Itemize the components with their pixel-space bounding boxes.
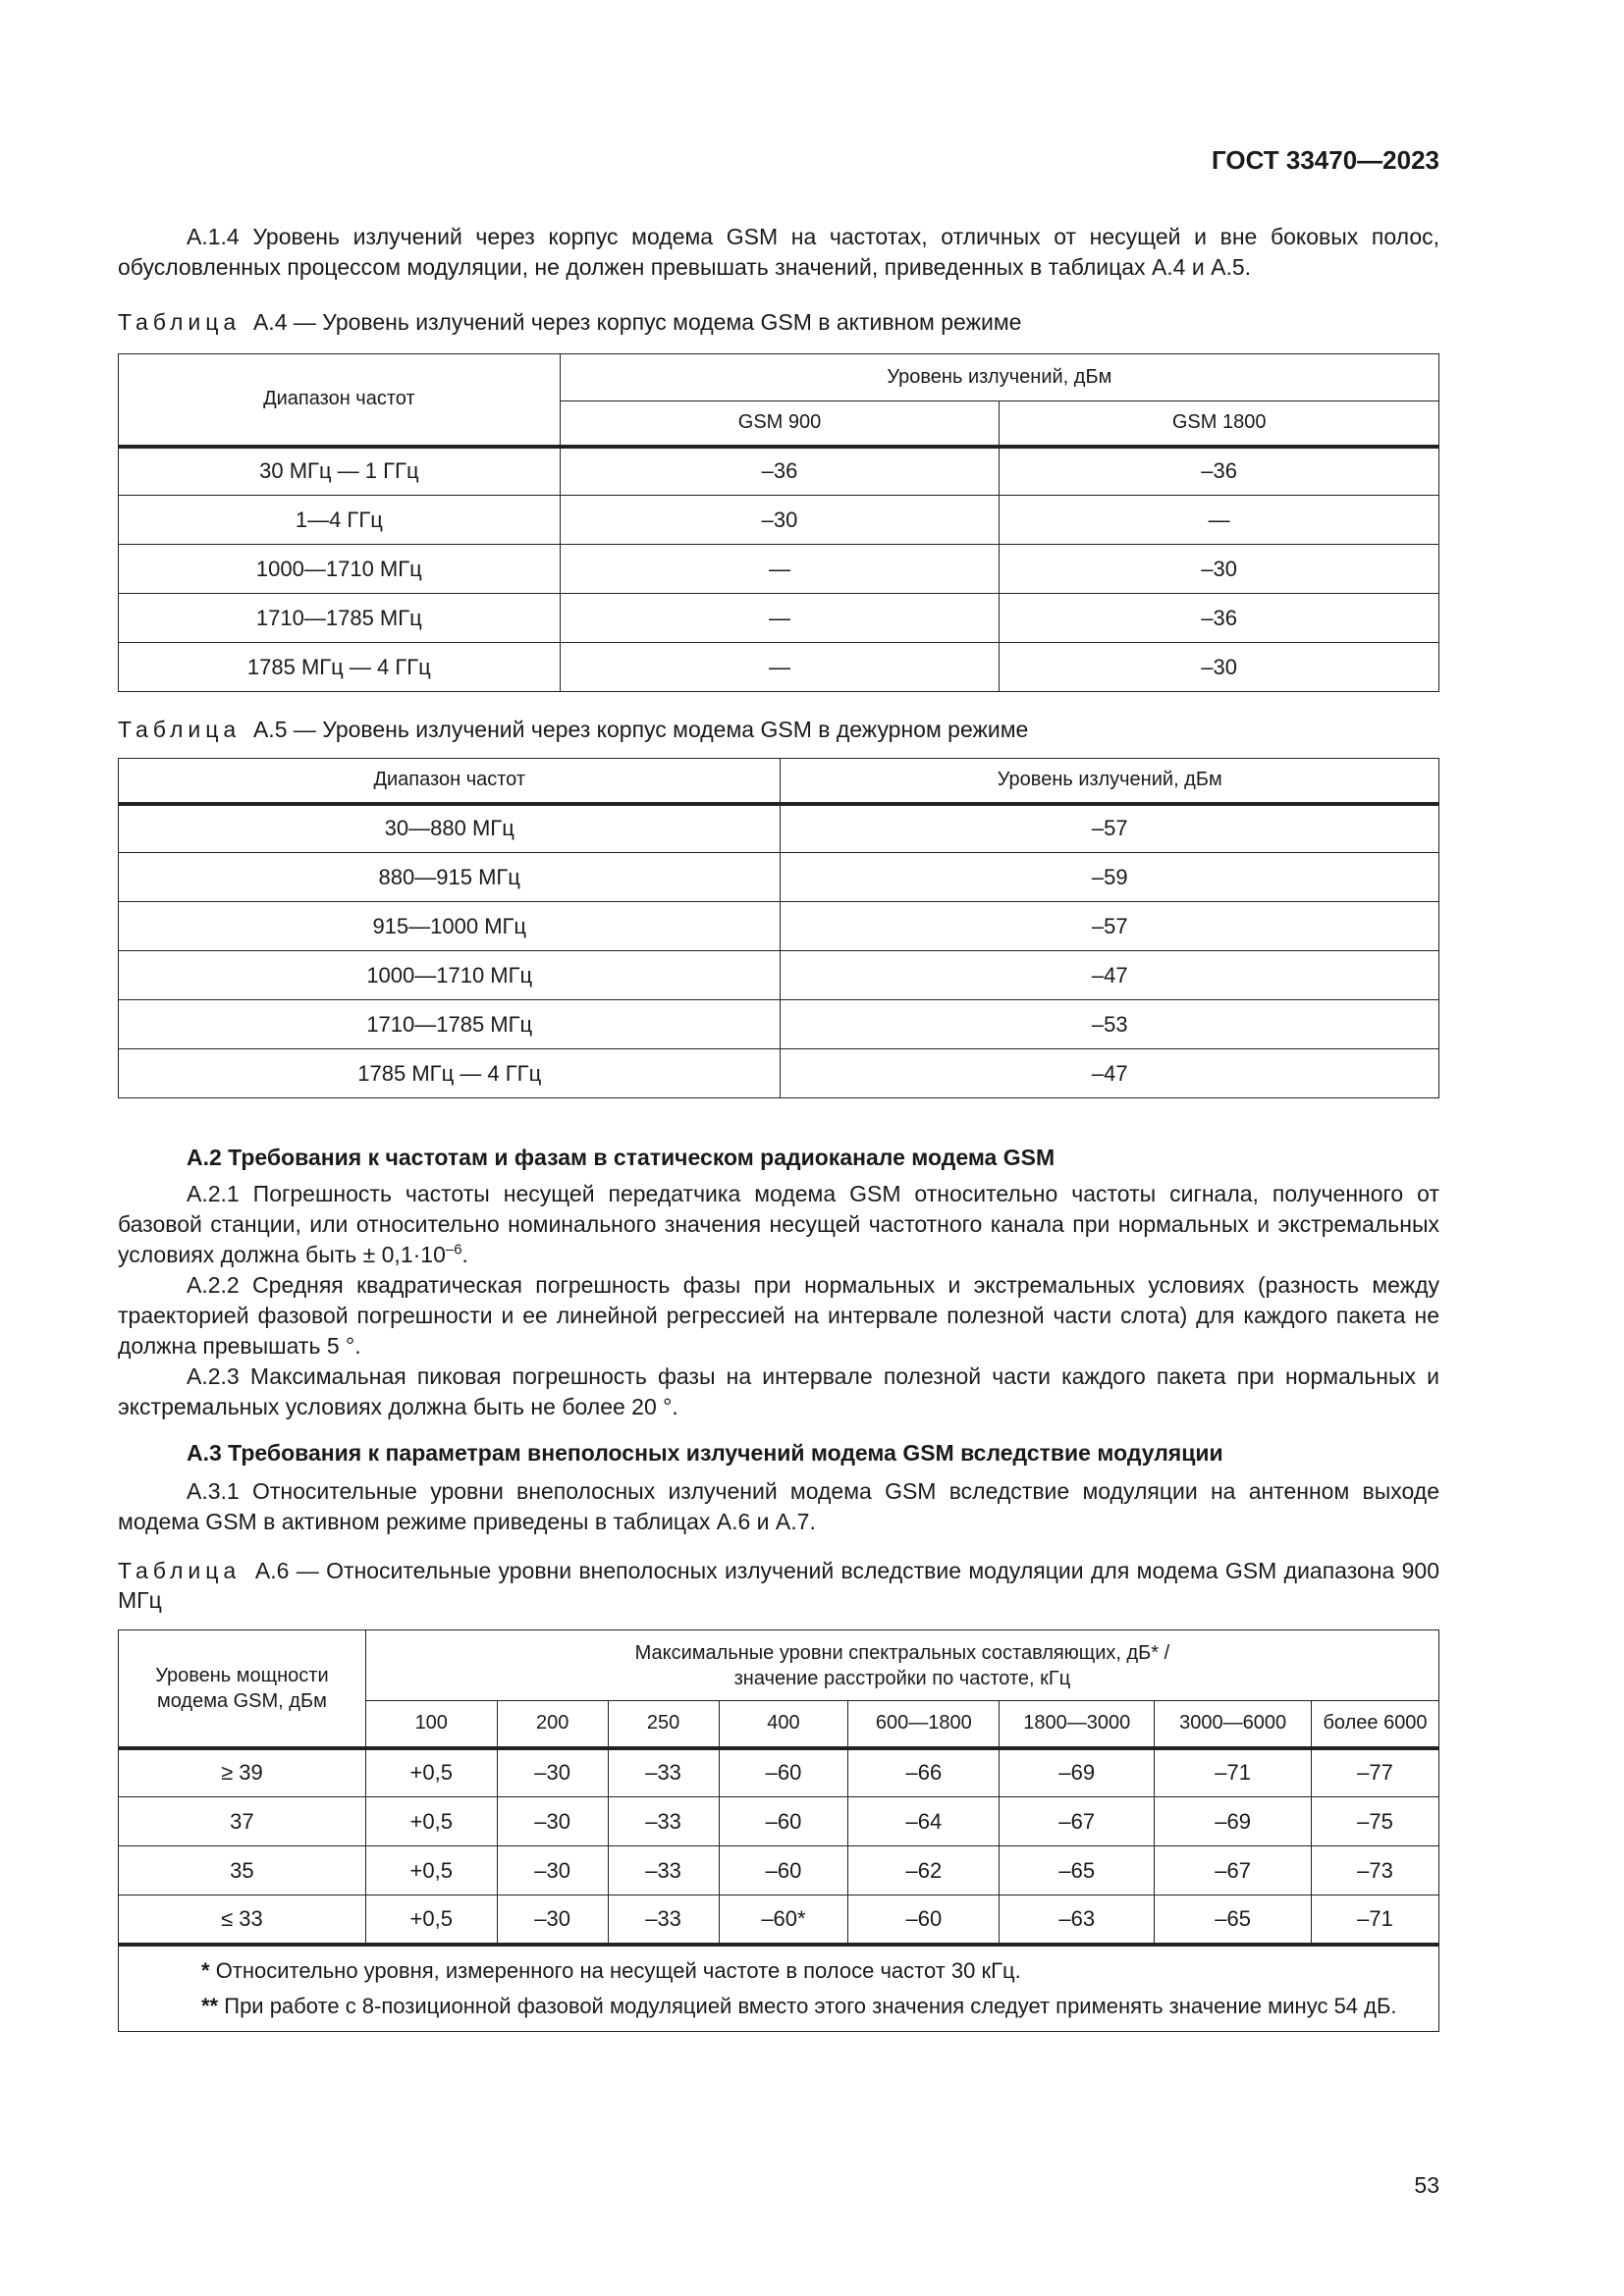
cell-value: –67 xyxy=(1000,1797,1155,1846)
cell-level: –53 xyxy=(781,1000,1439,1049)
cell-value: –33 xyxy=(608,1846,719,1896)
cell-level: –57 xyxy=(781,804,1439,853)
cell-value: –66 xyxy=(848,1748,1000,1797)
table-row xyxy=(119,951,1439,1000)
header-offset: 1800—3000 xyxy=(1000,1701,1155,1748)
cell-range: 915—1000 МГц xyxy=(119,902,781,951)
cell-value: –33 xyxy=(608,1748,719,1797)
paragraph-a21-text: А.2.1 Погрешность частоты несущей передатчика модема GSM относительно частоты сигнала, полученного от базовой станции, или относительно номинального значения несущей частотного канала при нормальных и экстремальных условиях должна быть ± 0,1·10 xyxy=(118,1181,1439,1267)
cell-value: –33 xyxy=(608,1896,719,1945)
header-offset: 100 xyxy=(365,1701,497,1748)
paragraph-a23: А.2.3 Максимальная пиковая погрешность фазы на интервале полезной части каждого пакета при нормальных и экстремальных условиях должна быть не более 20 °. xyxy=(118,1363,1439,1419)
note-2 xyxy=(133,1992,1425,2021)
paragraph-a14 xyxy=(118,222,1439,283)
cell-gsm1800: –30 xyxy=(1000,643,1439,692)
cell-gsm900: — xyxy=(560,594,1000,643)
table-a5-header-range: Диапазон частот xyxy=(119,759,781,804)
header-max-line2: значение расстройки по частоте, кГц xyxy=(733,1667,1071,1689)
document-code: ГОСТ 33470—2023 xyxy=(1212,145,1439,175)
cell-gsm1800: –36 xyxy=(1000,447,1439,496)
note-1-mark: * xyxy=(201,1957,210,1983)
cell-value: –60 xyxy=(719,1797,848,1846)
cell-gsm1800: — xyxy=(1000,496,1439,545)
cell-range: 880—915 МГц xyxy=(119,853,781,902)
period: . xyxy=(461,1242,468,1267)
caption-label: Таблица xyxy=(118,717,242,742)
cell-value: –30 xyxy=(497,1846,608,1896)
table-a4 xyxy=(118,353,1439,692)
table-row xyxy=(119,643,1439,692)
cell-range: 30 МГц — 1 ГГц xyxy=(119,447,561,496)
table-a6-caption xyxy=(118,1556,1439,1615)
cell-gsm1800: –30 xyxy=(1000,545,1439,594)
document-page xyxy=(118,0,1439,2296)
table-row xyxy=(119,447,1439,496)
table-a6 xyxy=(118,1629,1439,2032)
cell-level: –47 xyxy=(781,951,1439,1000)
cell-range: 1000—1710 МГц xyxy=(119,545,561,594)
section-a2 xyxy=(118,1143,1439,1422)
table-a4-caption xyxy=(118,307,1439,337)
cell-value: –69 xyxy=(1000,1748,1155,1797)
cell-power: 35 xyxy=(119,1846,366,1896)
header-offset: 3000—6000 xyxy=(1155,1701,1312,1748)
table-a5-header-level: Уровень излучений, дБм xyxy=(781,759,1439,804)
note-1 xyxy=(133,1956,1425,1986)
cell-value: –60 xyxy=(719,1846,848,1896)
cell-power: 37 xyxy=(119,1797,366,1846)
cell-gsm900: — xyxy=(560,545,1000,594)
table-a6-header-power: Уровень мощности модема GSM, дБм xyxy=(119,1630,366,1748)
note-1-text: Относительно уровня, измеренного на несущей частоте в полосе частот 30 кГц. xyxy=(215,1957,1021,1983)
cell-value: –62 xyxy=(848,1846,1000,1896)
caption-text: А.5 — Уровень излучений через корпус модема GSM в дежурном режиме xyxy=(252,717,1029,742)
table-row xyxy=(119,853,1439,902)
cell-range: 1710—1785 МГц xyxy=(119,1000,781,1049)
table-a5 xyxy=(118,758,1439,1098)
table-row xyxy=(119,1846,1439,1896)
cell-value: –60 xyxy=(848,1896,1000,1945)
exponent: –6 xyxy=(445,1241,462,1258)
cell-value: –33 xyxy=(608,1797,719,1846)
table-a6-header-max xyxy=(365,1630,1438,1701)
table-row xyxy=(119,902,1439,951)
cell-value: –71 xyxy=(1312,1896,1439,1945)
cell-level: –47 xyxy=(781,1049,1439,1098)
table-row xyxy=(119,1748,1439,1797)
cell-value: +0,5 xyxy=(365,1797,497,1846)
cell-range: 1—4 ГГц xyxy=(119,496,561,545)
table-a5-caption xyxy=(118,715,1439,744)
cell-value: –73 xyxy=(1312,1846,1439,1896)
section-a3-heading: А.3 Требования к параметрам внеполосных излучений модема GSM вследствие модуляции xyxy=(187,1440,1223,1466)
cell-value: –60* xyxy=(719,1896,848,1945)
cell-value: –75 xyxy=(1312,1797,1439,1846)
cell-value: –64 xyxy=(848,1797,1000,1846)
cell-range: 1785 МГц — 4 ГГц xyxy=(119,643,561,692)
cell-power: ≤ 33 xyxy=(119,1896,366,1945)
header-offset: более 6000 xyxy=(1312,1701,1439,1748)
caption-label: Таблица xyxy=(118,1558,242,1583)
cell-range: 1710—1785 МГц xyxy=(119,594,561,643)
table-row xyxy=(119,1049,1439,1098)
table-a4-header-range: Диапазон частот xyxy=(119,354,561,447)
table-row xyxy=(119,496,1439,545)
note-2-text: При работе с 8-позиционной фазовой модуляцией вместо этого значения следует применять значение минус 54 дБ. xyxy=(224,1993,1397,2018)
cell-value: +0,5 xyxy=(365,1748,497,1797)
cell-range: 1000—1710 МГц xyxy=(119,951,781,1000)
section-a3 xyxy=(118,1438,1439,1537)
cell-gsm900: — xyxy=(560,643,1000,692)
header-offset: 400 xyxy=(719,1701,848,1748)
table-a4-header-gsm900: GSM 900 xyxy=(560,401,1000,447)
paragraph-a21 xyxy=(118,1179,1439,1270)
cell-gsm900: –30 xyxy=(560,496,1000,545)
cell-value: –65 xyxy=(1000,1846,1155,1896)
cell-value: –60 xyxy=(719,1748,848,1797)
paragraph-a22: А.2.2 Средняя квадратическая погрешность фазы при нормальных и экстремальных условиях (разность между траекторией фазовой погрешности и ее линейной регрессией на интервале полезной части слота) для каждого пакета не должна превышать 5 °. xyxy=(118,1272,1439,1359)
table-row xyxy=(119,804,1439,853)
table-a4-header-gsm1800: GSM 1800 xyxy=(1000,401,1439,447)
caption-label: Таблица xyxy=(118,309,242,335)
cell-value: –67 xyxy=(1155,1846,1312,1896)
cell-gsm900: –36 xyxy=(560,447,1000,496)
paragraph-a14-text: А.1.4 Уровень излучений через корпус модема GSM на частотах, отличных от несущей и вне боковых полос, обусловленных процессом модуляции, не должен превышать значений, приведенных в таблицах А.4 и А.5. xyxy=(118,224,1439,280)
cell-value: –30 xyxy=(497,1797,608,1846)
cell-range: 30—880 МГц xyxy=(119,804,781,853)
table-row xyxy=(119,1896,1439,1945)
cell-value: –71 xyxy=(1155,1748,1312,1797)
table-a6-notes xyxy=(119,1945,1439,2032)
cell-value: –30 xyxy=(497,1896,608,1945)
page-number: 53 xyxy=(1414,2172,1439,2198)
cell-value: +0,5 xyxy=(365,1846,497,1896)
table-row xyxy=(119,594,1439,643)
cell-level: –59 xyxy=(781,853,1439,902)
cell-value: –77 xyxy=(1312,1748,1439,1797)
cell-value: –30 xyxy=(497,1748,608,1797)
cell-gsm1800: –36 xyxy=(1000,594,1439,643)
header-offset: 250 xyxy=(608,1701,719,1748)
section-a2-heading: А.2 Требования к частотам и фазам в статическом радиоканале модема GSM xyxy=(187,1145,1056,1170)
caption-text: А.6 — Относительные уровни внеполосных излучений вследствие модуляции для модема GSM диапазона 900 МГц xyxy=(118,1558,1439,1613)
header-offset: 200 xyxy=(497,1701,608,1748)
note-2-mark: ** xyxy=(201,1993,219,2018)
cell-level: –57 xyxy=(781,902,1439,951)
cell-range: 1785 МГц — 4 ГГц xyxy=(119,1049,781,1098)
cell-power: ≥ 39 xyxy=(119,1748,366,1797)
table-row xyxy=(119,1797,1439,1846)
table-a4-header-level: Уровень излучений, дБм xyxy=(560,354,1438,401)
cell-value: –69 xyxy=(1155,1797,1312,1846)
cell-value: –63 xyxy=(1000,1896,1155,1945)
paragraph-a31: А.3.1 Относительные уровни внеполосных излучений модема GSM вследствие модуляции на антенном выходе модема GSM в активном режиме приведены в таблицах А.6 и А.7. xyxy=(118,1478,1439,1534)
table-row xyxy=(119,1000,1439,1049)
header-offset: 600—1800 xyxy=(848,1701,1000,1748)
caption-text: А.4 — Уровень излучений через корпус модема GSM в активном режиме xyxy=(252,309,1022,335)
table-row xyxy=(119,545,1439,594)
cell-value: +0,5 xyxy=(365,1896,497,1945)
header-max-line1: Максимальные уровни спектральных составляющих, дБ* / xyxy=(634,1641,1170,1664)
cell-value: –65 xyxy=(1155,1896,1312,1945)
